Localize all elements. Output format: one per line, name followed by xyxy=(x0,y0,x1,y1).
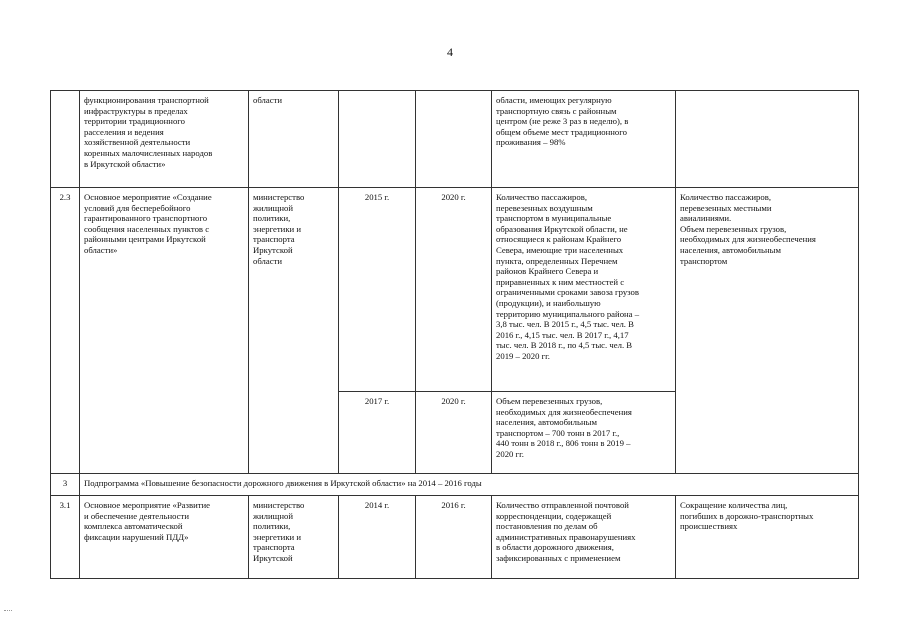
end-year-cell: 2020 г. xyxy=(416,188,492,392)
result-cell xyxy=(492,188,676,392)
result-cell xyxy=(492,91,676,188)
table-row xyxy=(51,474,859,496)
event-text: Основное мероприятие «Развитие и обеспечение деятельности комплекса автоматической фиксации нарушений ПДД» xyxy=(84,500,211,542)
row-number: 3.1 xyxy=(51,496,80,579)
event-cell xyxy=(80,91,249,188)
executor-cell xyxy=(249,91,339,188)
program-table xyxy=(50,90,859,579)
executor-text: министерство жилищной политики, энергетики и транспорта Иркутской xyxy=(253,500,305,563)
table-row xyxy=(51,496,859,579)
indicator-cell xyxy=(676,496,859,579)
result-text: Объем перевезенных грузов, необходимых для жизнеобеспечения населения, автомобильным транспортом – 700 тонн в 2017 г., 440 тонн в 2018 г., 806 тонн в 2019 – 2020 гг. xyxy=(496,396,632,459)
page-number: 4 xyxy=(447,45,453,59)
event-cell xyxy=(80,188,249,474)
event-cell xyxy=(80,496,249,579)
event-text: Основное мероприятие «Создание условий для бесперебойного гарантированного транспортного сообщения населенных пунктов с районными центрами Иркутской области» xyxy=(84,192,212,255)
start-year-cell xyxy=(339,91,416,188)
result-text: Количество отправленной почтовой корреспонденции, содержащей постановления по делам об административных правонарушениях в области дорожного движения, зафиксированных с применением xyxy=(496,500,636,563)
table-row xyxy=(51,91,859,188)
end-year-cell: 2016 г. xyxy=(416,496,492,579)
executor-text: области xyxy=(253,95,283,105)
subprogram-title: Подпрограмма «Повышение безопасности дорожного движения в Иркутской области» на 2014 – 2016 годы xyxy=(80,474,859,496)
start-year-cell: 2015 г. xyxy=(339,188,416,392)
indicator-cell xyxy=(676,91,859,188)
start-year-cell: 2014 г. xyxy=(339,496,416,579)
row-number xyxy=(51,91,80,188)
row-number: 3 xyxy=(51,474,80,496)
executor-text: министерство жилищной политики, энергетики и транспорта Иркутской области xyxy=(253,192,305,266)
result-text: области, имеющих регулярную транспортную связь с районным центром (не реже 3 раз в неделю), в общем объеме мест традиционного проживания – 98% xyxy=(496,95,629,148)
indicator-cell xyxy=(676,188,859,474)
end-year-cell xyxy=(416,91,492,188)
result-text: Количество пассажиров, перевезенных воздушным транспортом в муниципальные образования Иркутской области, не относящиеся к районам Крайнего Севера, имеющие три населенных пункта, определенных Перечнем районов Крайнего Севера и приравненных к ним местностей с ограниченными сроками завоза грузов (продукции), и наибольшую территорию муниципального района – 3,8 тыс. чел. В 2015 г., 4,5 тыс. чел. В 2016 г., 4,15 тыс. чел. В 2017 г., 4,17 тыс. чел. В 2018 г., по 4,5 тыс. чел. В 2019 – 2020 гг. xyxy=(496,192,640,361)
scan-artifact xyxy=(4,610,12,612)
event-text: функционирования транспортной инфраструктуры в пределах территории традиционного расселения и ведения хозяйственной деятельности коренных малочисленных народов в Иркутской области» xyxy=(84,95,213,169)
end-year-cell: 2020 г. xyxy=(416,392,492,474)
indicator-text: Сокращение количества лиц, погибших в дорожно-транспортных происшествиях xyxy=(680,500,814,532)
executor-cell xyxy=(249,188,339,474)
table-row xyxy=(51,188,859,392)
start-year-cell: 2017 г. xyxy=(339,392,416,474)
executor-cell xyxy=(249,496,339,579)
result-cell xyxy=(492,392,676,474)
indicator-text: Количество пассажиров, перевезенных местными авиалиниями. Объем перевезенных грузов, необходимых для жизнеобеспечения населения, автомобильным транспортом xyxy=(680,192,816,266)
result-cell xyxy=(492,496,676,579)
row-number: 2.3 xyxy=(51,188,80,474)
